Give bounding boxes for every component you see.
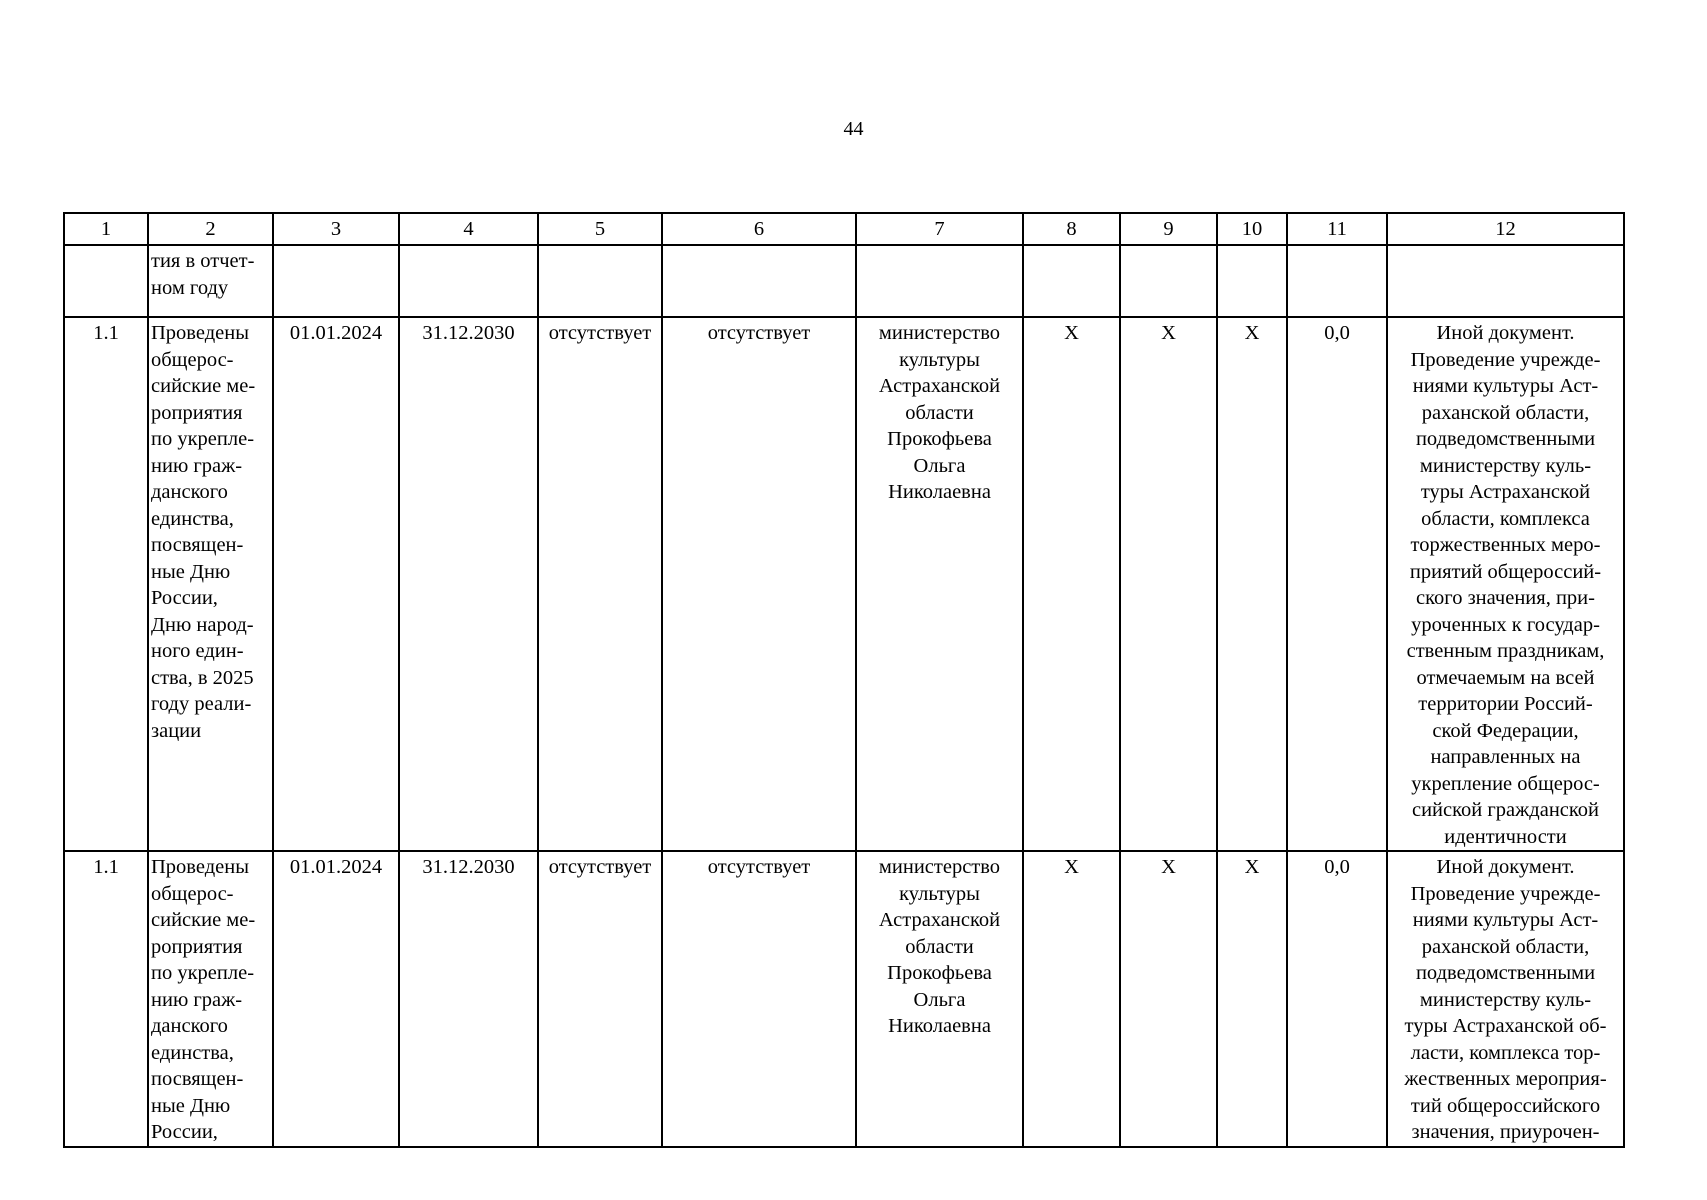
cell-empty [399, 245, 538, 317]
activity-name: Проведены общерос- сийские ме- роприятия по укрепле- нию граж- данского единства, посвящен- ные Дню России, Дню народ- ного един- ства, в 2025 году реали- зации [148, 317, 273, 851]
col-11-value: 0,0 [1287, 851, 1387, 1147]
start-date: 01.01.2024 [273, 851, 399, 1147]
cell-empty [1387, 245, 1624, 317]
document-description: Иной документ. Проведение учрежде- ниями культуры Аст- раханской области, подведомственными министерству куль- туры Астраханской области, комплекса торжественных меро- приятий общероссий- ского значения, при- уроченных к государ- ственным праздникам, отмечаемым на всей территории Россий- ской Федерации, направленных на укрепление общерос- сийской гражданской идентичности [1387, 317, 1624, 851]
responsible: министерство культуры Астраханской области Прокофьева Ольга Николаевна [856, 317, 1023, 851]
header-col-7: 7 [856, 213, 1023, 245]
header-col-8: 8 [1023, 213, 1120, 245]
cell-empty [1023, 245, 1120, 317]
header-row [64, 213, 1624, 245]
cell-empty [1217, 245, 1287, 317]
header-col-4: 4 [399, 213, 538, 245]
header-col-6: 6 [662, 213, 856, 245]
header-col-2: 2 [148, 213, 273, 245]
header-col-9: 9 [1120, 213, 1217, 245]
col-8-value: X [1023, 851, 1120, 1147]
activities-table [63, 212, 1625, 1148]
header-col-12: 12 [1387, 213, 1624, 245]
page-number: 44 [843, 118, 864, 140]
cell-empty [273, 245, 399, 317]
table-row [64, 851, 1624, 1147]
header-col-3: 3 [273, 213, 399, 245]
col-5-value: отсутствует [538, 851, 662, 1147]
col-6-value: отсутствует [662, 851, 856, 1147]
cell-empty [1120, 245, 1217, 317]
cell-empty [856, 245, 1023, 317]
col-10-value: X [1217, 317, 1287, 851]
cell-empty [64, 245, 148, 317]
continuation-row [64, 245, 1624, 317]
table-row [64, 317, 1624, 851]
col-5-value: отсутствует [538, 317, 662, 851]
col-10-value: X [1217, 851, 1287, 1147]
col-6-value: отсутствует [662, 317, 856, 851]
row-number: 1.1 [64, 317, 148, 851]
end-date: 31.12.2030 [399, 317, 538, 851]
continuation-text: тия в отчет- ном году [148, 245, 273, 317]
cell-empty [1287, 245, 1387, 317]
responsible: министерство культуры Астраханской области Прокофьева Ольга Николаевна [856, 851, 1023, 1147]
col-8-value: X [1023, 317, 1120, 851]
col-11-value: 0,0 [1287, 317, 1387, 851]
col-9-value: X [1120, 317, 1217, 851]
row-number: 1.1 [64, 851, 148, 1147]
activity-name: Проведены общерос- сийские ме- роприятия по укрепле- нию граж- данского единства, посвящен- ные Дню России, [148, 851, 273, 1147]
cell-empty [538, 245, 662, 317]
start-date: 01.01.2024 [273, 317, 399, 851]
header-col-1: 1 [64, 213, 148, 245]
col-9-value: X [1120, 851, 1217, 1147]
header-col-11: 11 [1287, 213, 1387, 245]
document-description: Иной документ. Проведение учрежде- ниями культуры Аст- раханской области, подведомственными министерству куль- туры Астраханской об- ласти, комплекса тор- жественных мероприя- тий общероссийского значения, приурочен- [1387, 851, 1624, 1147]
header-col-5: 5 [538, 213, 662, 245]
header-col-10: 10 [1217, 213, 1287, 245]
cell-empty [662, 245, 856, 317]
end-date: 31.12.2030 [399, 851, 538, 1147]
